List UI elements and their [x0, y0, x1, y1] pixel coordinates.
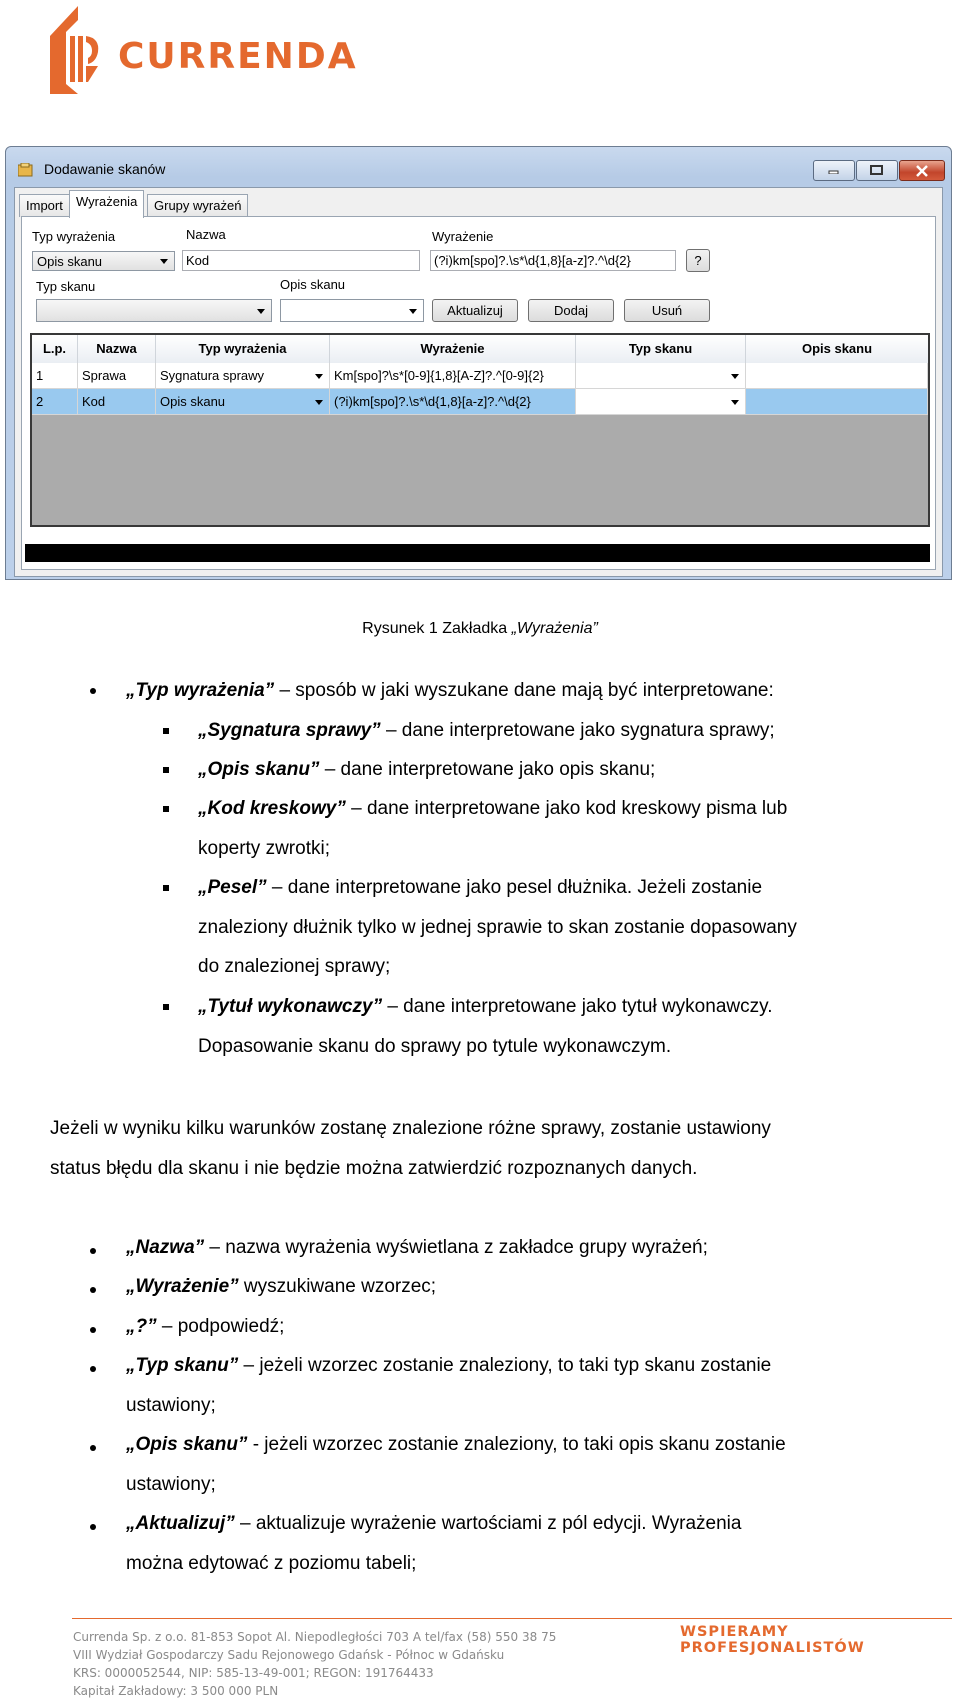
square-bullet-icon — [163, 1004, 169, 1010]
bullet-icon — [90, 688, 96, 694]
figure-caption — [0, 620, 960, 638]
close-icon — [915, 165, 929, 177]
table-row[interactable] — [32, 363, 928, 389]
grid-col-lp[interactable]: L.p. — [32, 335, 78, 363]
bullet-icon — [90, 1327, 96, 1333]
list2-item — [126, 1346, 771, 1425]
opis-skanu-label: Opis skanu — [280, 277, 346, 292]
item-bold: „Wyrażenie” — [126, 1276, 239, 1297]
list1-item — [198, 987, 772, 1066]
row-nazwa[interactable]: Kod — [78, 389, 156, 415]
footer-line: VIII Wydział Gospodarczy Sadu Rejonowego Gdańsk - Północ w Gdańsku — [73, 1648, 505, 1662]
row-opis-skanu[interactable] — [746, 363, 928, 389]
footer-line: Kapitał Zakładowy: 3 500 000 PLN — [73, 1684, 279, 1698]
window-title: Dodawanie skanów — [44, 161, 166, 177]
list1-item — [198, 750, 655, 790]
bullet-icon — [90, 1287, 96, 1293]
item-text: koperty zwrotki; — [198, 837, 330, 859]
paragraph-line: status błędu dla skanu i nie będzie można zatwierdzić rozpoznanych danych. — [50, 1157, 698, 1179]
typ-wyrazenia-combo[interactable] — [32, 251, 175, 271]
maximize-button[interactable] — [856, 160, 898, 181]
close-button[interactable] — [899, 160, 945, 181]
item-text: wyszukiwane wzorzec; — [238, 1276, 437, 1297]
item-bold: „Kod kreskowy” — [198, 798, 346, 819]
list1-title-bold: „Typ wyrażenia” — [126, 680, 275, 701]
window-client-area — [14, 187, 943, 577]
item-text: – dane interpretowane jako pesel dłużnika. Jeżeli zostanie — [266, 877, 763, 898]
list1-item — [198, 711, 775, 751]
list2-item — [126, 1228, 708, 1268]
currenda-logo-mark — [48, 6, 100, 94]
item-bold: „Pesel” — [198, 877, 267, 898]
item-text: - jeżeli wzorzec zostanie znaleziony, to taki opis skanu zostanie — [247, 1434, 786, 1455]
item-text: – podpowiedź; — [156, 1316, 285, 1337]
row-wyrazenie[interactable]: (?i)km[spo]?.\s*\d{1,8}[a-z]?.^\d{2} — [330, 389, 576, 415]
square-bullet-icon — [163, 728, 169, 734]
row-typ-wyrazenia[interactable] — [156, 389, 330, 415]
paragraph-line: Jeżeli w wyniku kilku warunków zostanę znalezione różne sprawy, zostanie ustawiony — [50, 1118, 771, 1139]
item-text: znaleziony dłużnik tylko w jednej sprawie to skan zostanie dopasowany — [198, 916, 797, 938]
item-bold: „Typ skanu” — [126, 1355, 239, 1376]
caption-italic: „Wyrażenia” — [511, 620, 598, 637]
status-bar — [25, 544, 930, 562]
grid-col-nazwa[interactable]: Nazwa — [78, 335, 156, 363]
tab-page-wyrazenia — [21, 216, 936, 570]
row-typ-skanu[interactable] — [576, 389, 746, 415]
wyrazenia-grid[interactable] — [30, 333, 930, 527]
typ-skanu-label: Typ skanu — [36, 279, 96, 294]
row-typ-skanu[interactable] — [576, 363, 746, 389]
chevron-down-icon — [731, 400, 739, 405]
tab-wyrazenia[interactable]: Wyrażenia — [69, 190, 144, 218]
minimize-button[interactable] — [813, 160, 855, 181]
chevron-down-icon — [315, 400, 323, 405]
item-text: do znalezionej sprawy; — [198, 956, 391, 977]
grid-col-typ-skanu[interactable]: Typ skanu — [576, 335, 746, 363]
aktualizuj-button[interactable]: Aktualizuj — [432, 299, 518, 322]
footer-company-info — [73, 1628, 556, 1700]
list2-item — [126, 1307, 284, 1347]
item-bold: „Opis skanu” — [126, 1434, 248, 1455]
footer-line: Currenda Sp. z o.o. 81-853 Sopot Al. Niepodległości 703 A tel/fax (58) 550 38 75 — [73, 1630, 557, 1644]
typ-wyrazenia-value: Opis skanu — [37, 254, 103, 269]
footer-line: KRS: 0000052544, NIP: 585-13-49-001; REGON: 191764433 — [73, 1666, 434, 1680]
bullet-icon — [90, 1445, 96, 1451]
list1-title-rest: – sposób w jaki wyszukane dane mają być interpretowane: — [274, 680, 774, 701]
opis-skanu-combo[interactable] — [280, 299, 424, 322]
item-text: – jeżeli wzorzec zostanie znaleziony, to taki typ skanu zostanie — [238, 1355, 772, 1376]
row-wyrazenie[interactable]: Km[spo]?\s*[0-9]{1,8}[A-Z]?.^[0-9]{2} — [330, 363, 576, 389]
help-button[interactable]: ? — [686, 249, 710, 272]
row-typ-value: Opis skanu — [160, 394, 226, 409]
bullet-icon — [90, 1366, 96, 1372]
typ-skanu-combo[interactable] — [36, 299, 272, 322]
item-bold: „Nazwa” — [126, 1237, 205, 1258]
item-text: – nazwa wyrażenia wyświetlana z zakładce grupy wyrażeń; — [204, 1237, 708, 1258]
item-text: – dane interpretowane jako opis skanu; — [319, 759, 656, 780]
dodawanie-skanow-window — [5, 146, 952, 580]
window-app-icon — [18, 163, 34, 177]
item-text: ustawiony; — [126, 1473, 216, 1495]
chevron-down-icon — [731, 374, 739, 379]
list1-item — [198, 868, 797, 987]
wyrazenie-input[interactable]: (?i)km[spo]?.\s*\d{1,8}[a-z]?.^\d{2} — [430, 250, 676, 271]
wyrazenie-label: Wyrażenie — [432, 229, 494, 244]
item-text: ustawiony; — [126, 1394, 216, 1416]
list2-item — [126, 1425, 786, 1504]
item-text: można edytować z poziomu tabeli; — [126, 1552, 417, 1574]
chevron-down-icon — [160, 259, 168, 264]
table-row-selected[interactable] — [32, 389, 928, 415]
row-lp: 1 — [32, 363, 78, 389]
grid-col-typ-wyrazenia[interactable]: Typ wyrażenia — [156, 335, 330, 363]
bullet-icon — [90, 1248, 96, 1254]
list2-item — [126, 1504, 741, 1583]
nazwa-input[interactable]: Kod — [182, 250, 420, 271]
row-typ-wyrazenia[interactable] — [156, 363, 330, 389]
footer-slogan: WSPIERAMY PROFESJONALISTÓW — [680, 1624, 865, 1656]
status-paragraph — [50, 1109, 771, 1188]
item-text: Dopasowanie skanu do sprawy po tytule wykonawczym. — [198, 1035, 672, 1057]
row-typ-value: Sygnatura sprawy — [160, 368, 265, 383]
item-bold: „Aktualizuj” — [126, 1513, 235, 1534]
square-bullet-icon — [163, 806, 169, 812]
nazwa-label: Nazwa — [186, 227, 226, 242]
grid-col-wyrazenie[interactable]: Wyrażenie — [330, 335, 576, 363]
item-bold: „Tytuł wykonawczy” — [198, 996, 383, 1017]
list1-item — [198, 789, 787, 868]
chevron-down-icon — [315, 374, 323, 379]
item-bold: „Opis skanu” — [198, 759, 320, 780]
item-bold: „Sygnatura sprawy” — [198, 720, 381, 741]
item-text: – dane interpretowane jako tytuł wykonawczy. — [382, 996, 773, 1017]
square-bullet-icon — [163, 885, 169, 891]
item-text: – dane interpretowane jako sygnatura sprawy; — [380, 720, 775, 741]
bullet-icon — [90, 1524, 96, 1530]
list2-item — [126, 1267, 436, 1307]
square-bullet-icon — [163, 767, 169, 773]
tab-import[interactable]: Import — [19, 194, 70, 217]
dodaj-button[interactable]: Dodaj — [528, 299, 614, 322]
typ-wyrazenia-label: Typ wyrażenia — [32, 229, 116, 244]
grid-header — [32, 335, 928, 364]
caption-prefix: Rysunek 1 Zakładka — [362, 620, 512, 637]
grid-col-opis-skanu[interactable]: Opis skanu — [801, 341, 873, 356]
minimize-icon — [828, 168, 840, 174]
item-text: – dane interpretowane jako kod kreskowy pisma lub — [345, 798, 788, 819]
tab-grupy-wyrazen[interactable]: Grupy wyrażeń — [147, 194, 248, 217]
chevron-down-icon — [409, 309, 417, 314]
list1-title — [126, 671, 774, 711]
row-lp: 2 — [32, 389, 78, 415]
row-nazwa[interactable]: Sprawa — [78, 363, 156, 389]
currenda-logo-text: CURRENDA — [118, 36, 358, 77]
footer-divider — [72, 1618, 952, 1619]
row-opis-skanu[interactable] — [746, 389, 928, 415]
maximize-icon — [870, 165, 884, 176]
item-bold: „?” — [126, 1316, 157, 1337]
chevron-down-icon — [257, 309, 265, 314]
usun-button[interactable]: Usuń — [624, 299, 710, 322]
item-text: – aktualizuje wyrażenie wartościami z pól edycji. Wyrażenia — [234, 1513, 742, 1534]
